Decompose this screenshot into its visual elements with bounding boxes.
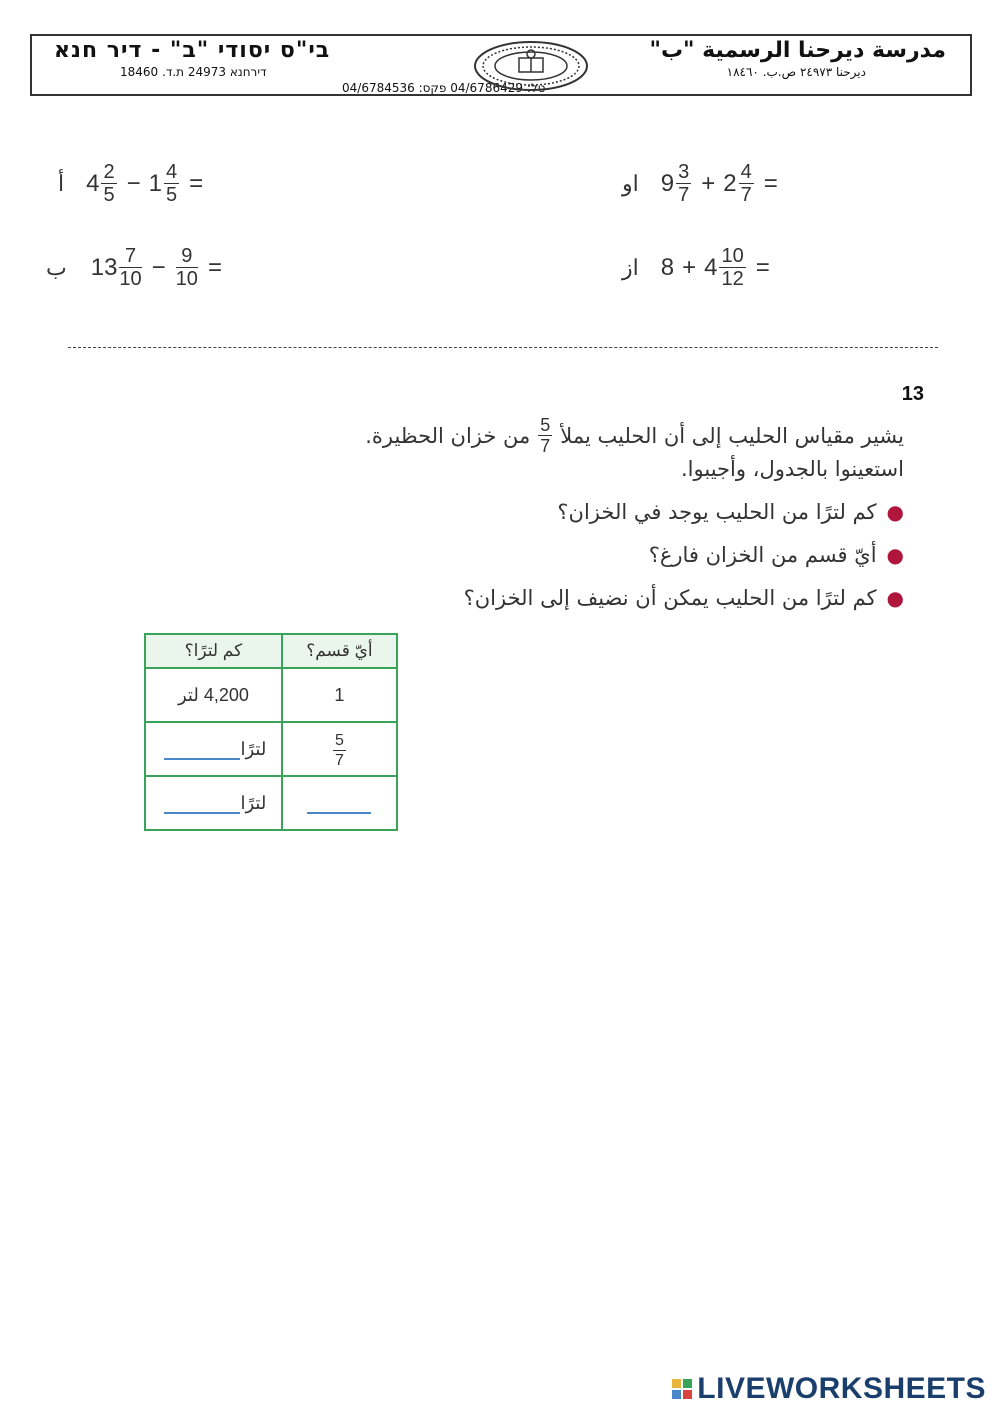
exercise-z bbox=[622, 246, 778, 289]
whole-number: 4 bbox=[86, 169, 100, 197]
column-header-liters: كم لترًا؟ bbox=[145, 634, 282, 668]
exercise-label: ب bbox=[46, 254, 67, 280]
denominator: 5 bbox=[103, 184, 115, 206]
bullet-text: كم لترًا من الحليب يوجد في الخزان؟ bbox=[557, 500, 877, 524]
section-divider bbox=[68, 347, 938, 348]
operator: − bbox=[126, 169, 141, 197]
arabic-school-name: مدرسة ديرحنا الرسمية "ب" bbox=[649, 38, 946, 63]
numerator: 9 bbox=[181, 245, 193, 267]
denominator: 10 bbox=[119, 268, 142, 290]
fraction bbox=[333, 732, 346, 769]
bullet-icon: ● bbox=[886, 500, 904, 524]
exercise-w bbox=[622, 162, 786, 205]
operator: − bbox=[151, 253, 166, 281]
hebrew-address: דירחנא 24973 ת.ד. 18460 bbox=[120, 65, 267, 79]
operator: + bbox=[701, 169, 716, 197]
bullet-text: أيّ قسم من الخزان فارغ؟ bbox=[648, 543, 877, 567]
bullet-icon: ● bbox=[886, 543, 904, 567]
denominator: 7 bbox=[540, 436, 551, 456]
fraction bbox=[719, 246, 745, 289]
denominator: 10 bbox=[175, 268, 198, 290]
question-text-end: من خزان الحظيرة. bbox=[365, 423, 531, 448]
school-header bbox=[30, 34, 972, 96]
whole-number: 1 bbox=[148, 169, 162, 197]
table-header-row bbox=[145, 634, 397, 668]
bullet-icon: ● bbox=[886, 586, 904, 610]
denominator: 7 bbox=[740, 184, 752, 206]
milk-tank-table bbox=[144, 633, 398, 831]
numerator: 4 bbox=[740, 161, 752, 183]
numerator: 5 bbox=[334, 732, 344, 749]
whole-number: 2 bbox=[723, 169, 737, 197]
question-line-2: استعينوا بالجدول، وأجيبوا. bbox=[681, 457, 904, 481]
whole-number: 4 bbox=[704, 253, 718, 281]
part-cell bbox=[282, 722, 397, 776]
answer-blank[interactable] bbox=[307, 796, 371, 814]
fraction bbox=[101, 162, 116, 205]
liters-suffix: لترًا bbox=[240, 738, 267, 759]
numerator: 2 bbox=[103, 161, 115, 183]
school-seal-logo bbox=[472, 40, 590, 92]
numerator: 7 bbox=[124, 245, 137, 267]
whole-number: 13 bbox=[90, 253, 118, 281]
bullet-item bbox=[557, 500, 904, 524]
equals-sign: = bbox=[189, 169, 204, 197]
logo-text: LIVEWORKSHEETS bbox=[697, 1372, 986, 1405]
numerator: 3 bbox=[678, 161, 690, 183]
whole-number: 8 bbox=[660, 253, 675, 281]
exercise-a bbox=[58, 162, 211, 205]
numerator: 10 bbox=[721, 245, 744, 267]
fraction bbox=[739, 162, 754, 205]
denominator: 7 bbox=[334, 752, 344, 769]
exercise-label: أ bbox=[58, 170, 65, 196]
operator: + bbox=[682, 253, 697, 281]
numerator: 5 bbox=[540, 415, 551, 435]
whole-number: 9 bbox=[660, 169, 675, 197]
question-text-start: يشير مقياس الحليب إلى أن الحليب يملأ bbox=[560, 423, 904, 448]
denominator: 12 bbox=[721, 268, 744, 290]
answer-blank[interactable] bbox=[164, 796, 240, 814]
column-header-part: أيّ قسم؟ bbox=[282, 634, 397, 668]
equals-sign: = bbox=[207, 253, 222, 281]
fraction bbox=[676, 162, 691, 205]
liters-suffix: لترًا bbox=[240, 792, 267, 813]
table-row bbox=[145, 668, 397, 722]
part-cell: 1 bbox=[282, 668, 397, 722]
question-number: 13 bbox=[901, 383, 924, 405]
fraction bbox=[119, 246, 141, 289]
exercise-b bbox=[46, 246, 230, 289]
hebrew-school-name: בי"ס יסודי "ב" - דיר חנא bbox=[54, 38, 331, 63]
fraction bbox=[176, 246, 198, 289]
logo-mark-icon bbox=[672, 1379, 692, 1399]
bullet-item bbox=[649, 543, 904, 567]
liters-answer-cell bbox=[145, 722, 282, 776]
exercise-label: از bbox=[622, 254, 639, 280]
bullet-item bbox=[464, 586, 904, 610]
denominator: 7 bbox=[678, 184, 690, 206]
bullet-text: كم لترًا من الحليب يمكن أن نضيف إلى الخزان؟ bbox=[463, 586, 877, 610]
exercise-label: او bbox=[622, 170, 639, 196]
equals-sign: = bbox=[763, 169, 778, 197]
part-answer-cell bbox=[282, 776, 397, 830]
answer-blank[interactable] bbox=[164, 742, 240, 760]
phone-fax-line: טל: 04/6786429 פקס: 04/6784536 bbox=[342, 81, 546, 95]
table-row bbox=[145, 776, 397, 830]
fraction bbox=[164, 162, 179, 205]
question-line-1 bbox=[365, 416, 904, 455]
denominator: 5 bbox=[165, 184, 178, 206]
liters-cell: 4,200 لتر bbox=[145, 668, 282, 722]
liters-answer-cell bbox=[145, 776, 282, 830]
table-row bbox=[145, 722, 397, 776]
fraction bbox=[538, 416, 552, 455]
liveworksheets-logo bbox=[672, 1372, 986, 1406]
numerator: 4 bbox=[165, 161, 178, 183]
equals-sign: = bbox=[755, 253, 770, 281]
arabic-address: ديرحنا ٢٤٩٧٣ ص.ب. ١٨٤٦٠ bbox=[726, 65, 866, 79]
